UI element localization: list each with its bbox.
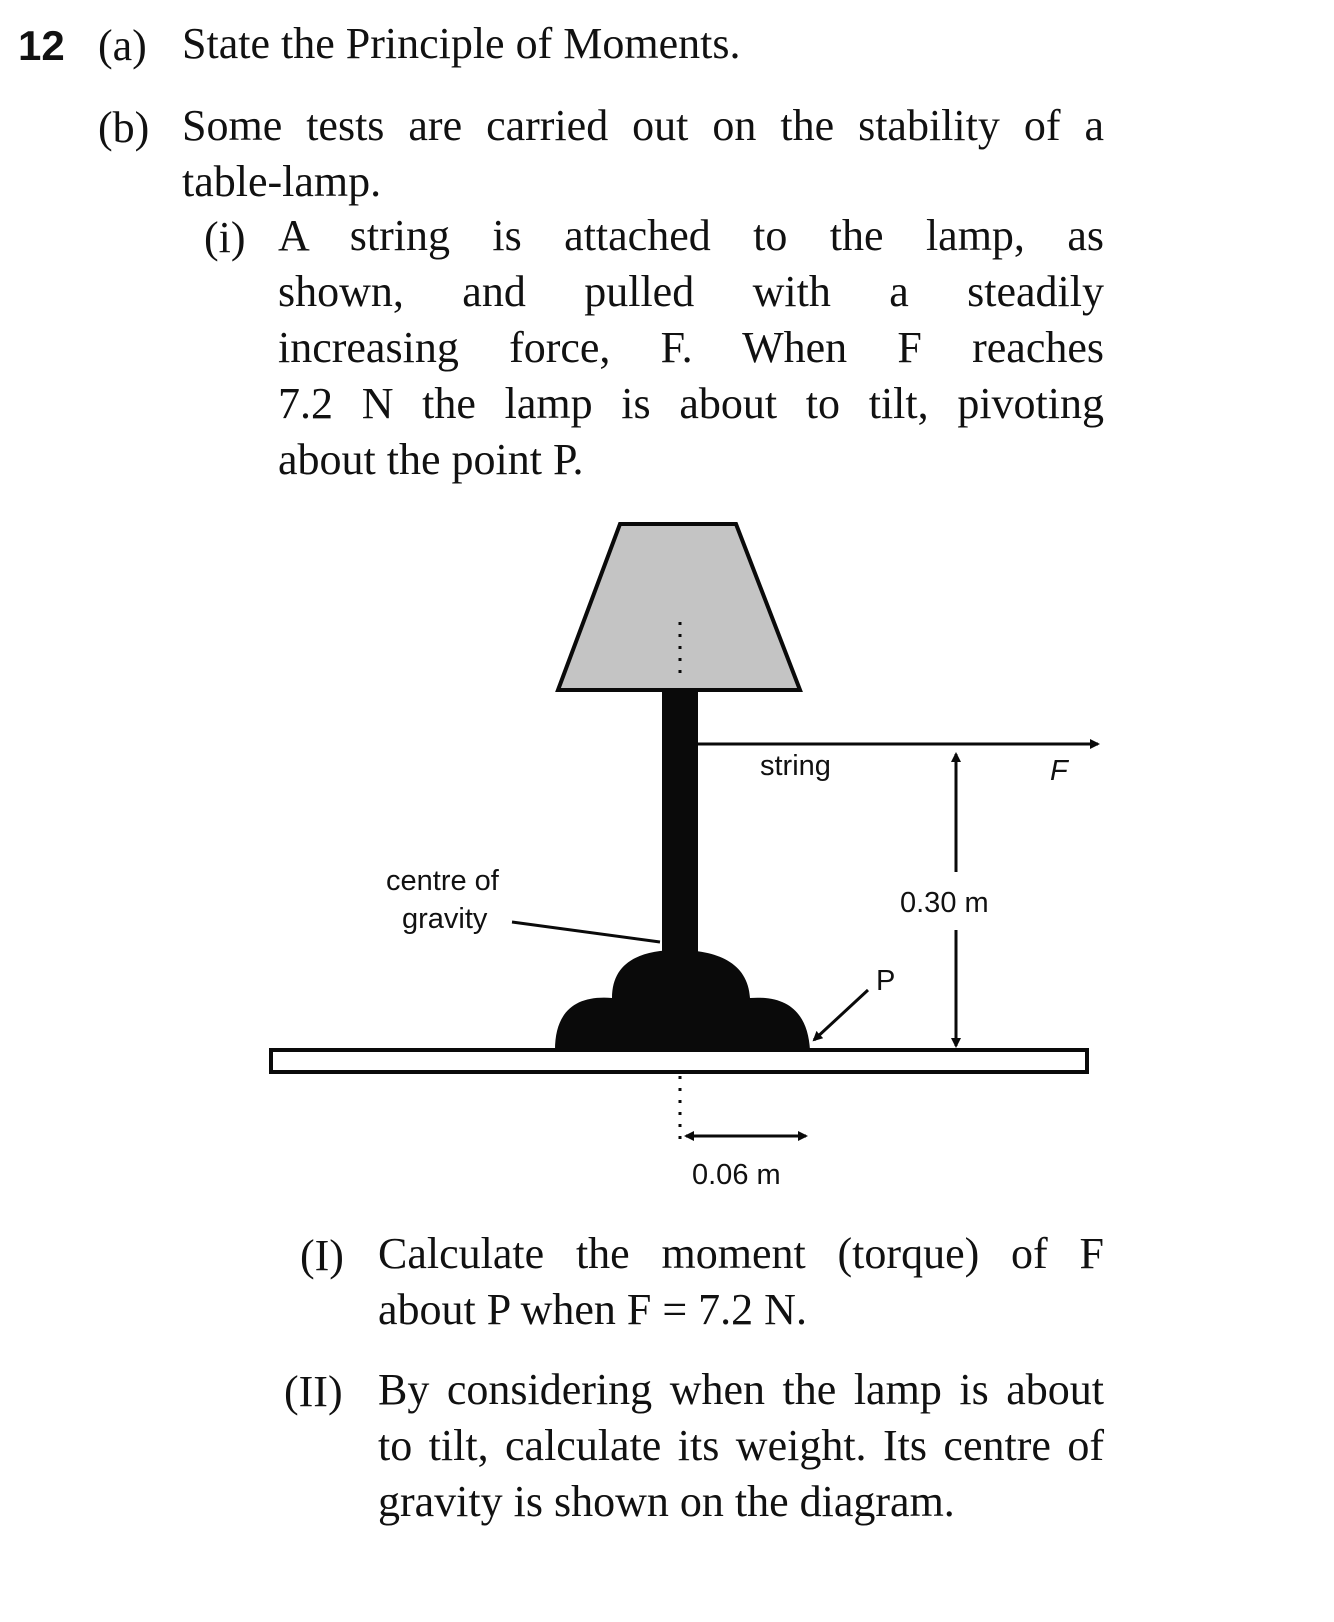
sub-II-line-1: By considering when the lamp is about: [378, 1365, 1104, 1414]
sub-II-text: [378, 1362, 1104, 1530]
sub-i-line-3: increasing force, F. When F reaches: [278, 323, 1104, 372]
table-surface: [271, 1050, 1087, 1072]
height-label: 0.30 m: [900, 887, 989, 919]
cg-leader-line: [512, 922, 660, 942]
string-label: string: [760, 750, 831, 782]
lamp-base: [555, 950, 810, 1050]
part-a-text: State the Principle of Moments.: [182, 19, 741, 68]
sub-I-text: [378, 1226, 1104, 1338]
question-number: 12: [18, 22, 65, 69]
distance-label: 0.06 m: [692, 1159, 781, 1191]
sub-II-line-3: gravity is shown on the diagram.: [378, 1477, 955, 1526]
sub-i-line-2: shown, and pulled with a steadily: [278, 267, 1104, 316]
part-b-line-2: table-lamp.: [182, 157, 382, 206]
part-a-label: (a): [98, 21, 147, 70]
sub-II-line-2: to tilt, calculate its weight. Its centre of: [378, 1421, 1104, 1470]
sub-I-label: (I): [300, 1231, 344, 1280]
lamp-stem: [662, 690, 698, 965]
pivot-label: P: [876, 965, 896, 997]
sub-i-line-1: A string is attached to the lamp, as: [278, 211, 1104, 260]
cg-label-line-2: gravity: [402, 903, 488, 935]
pivot-arrow: [814, 990, 868, 1040]
cg-label-line-1: centre of: [386, 865, 499, 897]
sub-II-label: (II): [284, 1367, 343, 1416]
sub-i-line-4: 7.2 N the lamp is about to tilt, pivoting: [278, 379, 1104, 428]
sub-I-line-1: Calculate the moment (torque) of F: [378, 1229, 1104, 1278]
force-label: F: [1050, 755, 1068, 787]
sub-i-label: (i): [204, 213, 246, 262]
lampshade: [558, 524, 800, 690]
part-b-line-1: Some tests are carried out on the stability of a: [182, 101, 1104, 150]
sub-i-line-5: about the point P.: [278, 435, 584, 484]
part-b-label: (b): [98, 103, 150, 152]
sub-I-line-2: about P when F = 7.2 N.: [378, 1285, 807, 1334]
